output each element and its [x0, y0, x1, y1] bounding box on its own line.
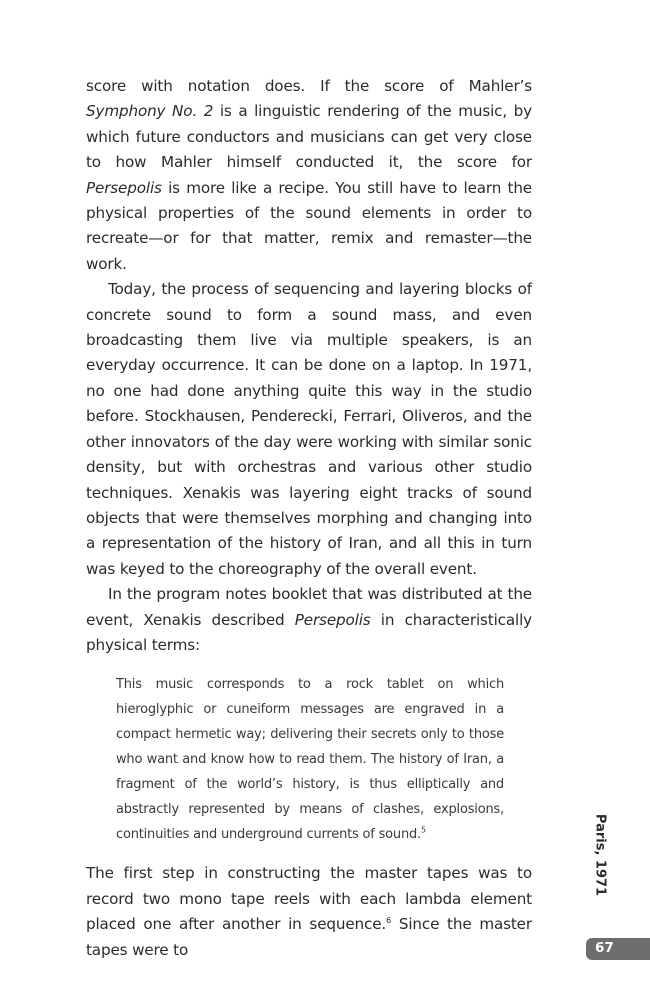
paragraph-program-notes [86, 582, 532, 658]
quote-text: This music corresponds to a rock tablet on which hieroglyphic or cuneiform messages are engraved in a compact hermetic way; delivering their secrets only to those who want and know how to read them. The history of Iran, a fragment of the world’s history, is thus elliptically and abstractly represented by means of clashes, explosions, continuities and underground currents of sound. [116, 677, 504, 843]
page-number-tab [586, 938, 650, 960]
running-head [590, 815, 610, 895]
text-run: Since the master tapes were to [86, 915, 532, 959]
block-quote [116, 672, 504, 847]
page-number: 67 [595, 940, 614, 956]
text-run: The first step in constructing the master tapes was to record two mono tape reels with each lambda element placed one after another in sequence. [86, 864, 532, 934]
text-run: is more like a recipe. You still have to learn the physical properties of the sound elements in order to recreate—or for that matter, remix and remaster—the work. [86, 178, 532, 273]
work-title-italic: Persepolis [294, 610, 371, 629]
running-head-text: Paris, 1971 [592, 813, 608, 897]
work-title-italic: Persepolis [86, 178, 162, 197]
text-column [86, 74, 532, 963]
footnote-marker[interactable]: 6 [386, 916, 392, 926]
text-run: In the program notes booklet that was distributed at the event, Xenakis described [86, 585, 532, 629]
text-run: in characteristically physical terms: [86, 610, 532, 654]
paragraph-first-step [86, 861, 532, 963]
footnote-marker[interactable]: 5 [420, 826, 426, 836]
work-title-italic: Symphony No. 2 [86, 102, 214, 121]
paragraph-today: Today, the process of sequencing and layering blocks of concrete sound to form a sound mass, and even broadcasting them live via multiple speakers, is an everyday occurrence. It can be done on a laptop. In 1971, no one had done anything quite this way in the studio before. Stockhausen, Penderecki, Ferrari, Oliveros, and the other innovators of the day were working with similar sonic density, but with orchestras and various other studio techniques. Xenakis was layering eight tracks of sound objects that were themselves morphing and changing into a representation of the history of Iran, and all this in turn was keyed to the choreography of the overall event. [86, 280, 532, 578]
text-run: score with notation does. If the score of Mahler’s [86, 77, 532, 95]
text-run: is a linguistic rendering of the music, by which future conductors and musicians can get very close to how Mahler himself conducted it, the score for [86, 102, 532, 172]
paragraph-continuation [86, 74, 532, 277]
